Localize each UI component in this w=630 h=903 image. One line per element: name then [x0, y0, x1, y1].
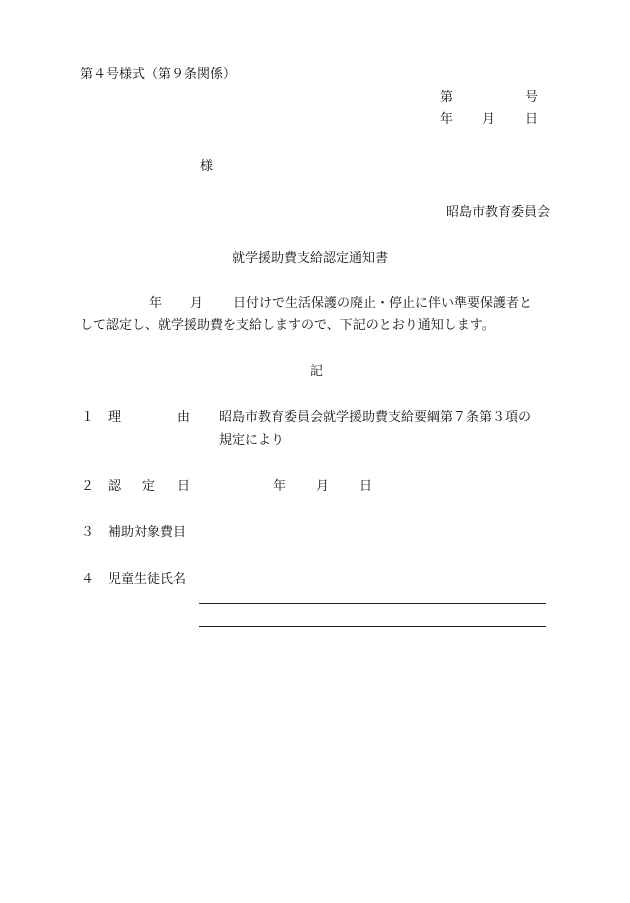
reason-label-b: 由: [177, 410, 191, 425]
doc-number-go: 号: [525, 90, 539, 105]
date-month: 月: [316, 479, 330, 494]
date-label-c: 日: [177, 479, 191, 494]
doc-date-year: 年: [440, 112, 454, 127]
body-month: 月: [190, 296, 204, 311]
document-title: 就学援助費支給認定通知書: [232, 251, 389, 266]
item-number: ３: [81, 525, 95, 540]
student-label: 児童生徒氏名: [108, 572, 187, 587]
reason-line1: 昭島市教育委員会就学援助費支給要綱第７条第３項の: [219, 410, 532, 425]
issuer-name: 昭島市教育委員会: [446, 205, 551, 220]
ki-heading: 記: [310, 364, 324, 379]
reason-line2: 規定により: [219, 433, 285, 448]
doc-date-month: 月: [482, 112, 496, 127]
student-name-line: [199, 603, 546, 604]
form-number: 第４号様式（第９条関係）: [80, 67, 237, 82]
reason-label-a: 理: [108, 410, 122, 425]
date-day: 日: [359, 479, 373, 494]
item-number: １: [81, 410, 95, 425]
item-number: ２: [81, 479, 95, 494]
date-label-a: 認: [108, 479, 122, 494]
student-name-line: [199, 626, 546, 627]
body-year: 年: [149, 296, 163, 311]
item-number: ４: [81, 572, 95, 587]
body-line2: して認定し、就学援助費を支給しますので、下記のとおり通知します。: [80, 318, 495, 333]
expense-label: 補助対象費目: [108, 525, 187, 540]
date-year: 年: [273, 479, 287, 494]
doc-number-dai: 第: [440, 90, 454, 105]
doc-date-day: 日: [525, 112, 539, 127]
addressee-suffix: 様: [200, 159, 214, 174]
body-line1-rest: 日付けで生活保護の廃止・停止に伴い準要保護者と: [233, 296, 533, 311]
date-label-b: 定: [142, 479, 156, 494]
